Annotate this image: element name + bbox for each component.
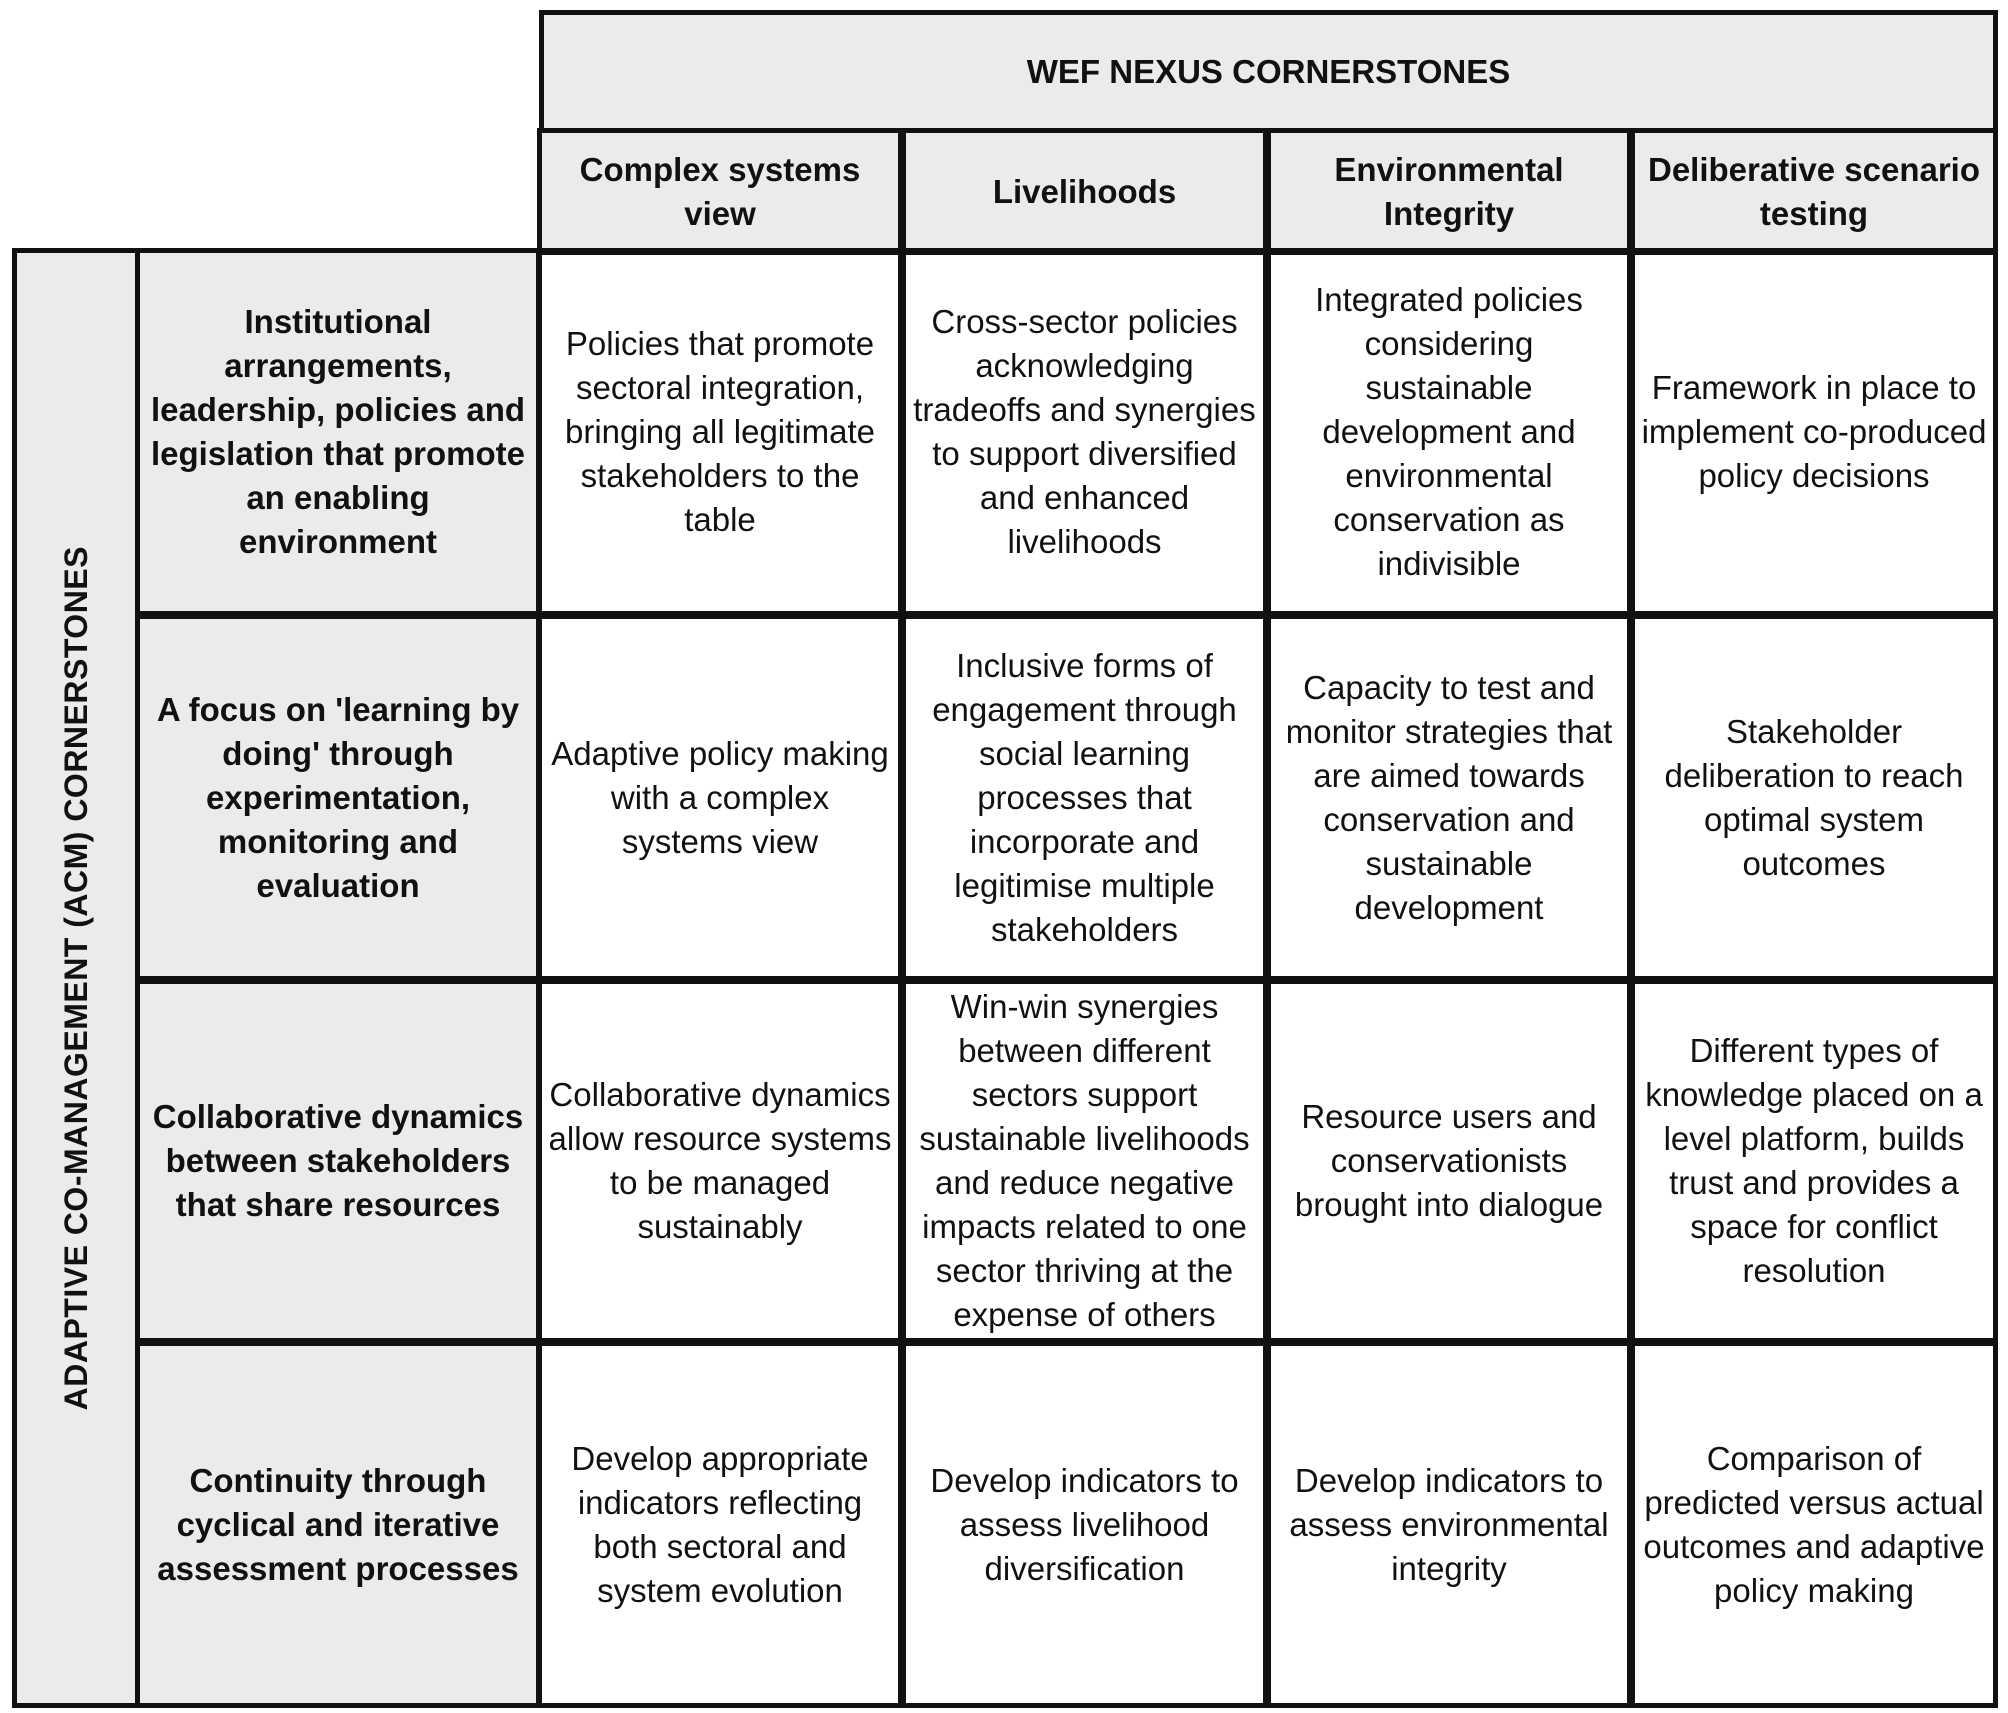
column-header <box>1266 128 1632 255</box>
matrix-cell-text: Cross-sector policies acknowledging tradeoffs and synergies to support diversified and enhanced livelihoods <box>913 303 1256 560</box>
matrix-cell <box>1266 614 1632 981</box>
column-header-text: Complex systems view <box>579 150 861 232</box>
wef-nexus-header-text: WEF NEXUS CORNERSTONES <box>1026 52 1511 90</box>
column-header <box>901 128 1268 255</box>
matrix-cell <box>537 979 903 1343</box>
matrix-cell <box>537 1341 903 1708</box>
matrix-cell-text: Capacity to test and monitor strategies that are aimed towards conservation and sustainable development <box>1285 668 1613 926</box>
acm-side-header-text: ADAPTIVE CO-MANAGEMENT (ACM) CORNERSTONES <box>57 545 94 1411</box>
matrix-cell-text: Resource users and conservationists brought into dialogue <box>1294 1098 1604 1223</box>
column-header <box>1630 128 1998 255</box>
matrix-cell-text: Different types of knowledge placed on a level platform, builds trust and provides a space for conflict resolution <box>1645 1032 1983 1289</box>
matrix-cell <box>537 248 903 616</box>
matrix-cell-text: Develop appropriate indicators reflecting both sectoral and system evolution <box>571 1439 869 1609</box>
matrix-cell <box>1630 248 1998 616</box>
acm-side-header <box>12 248 140 1708</box>
matrix-cell-text: Win-win synergies between different sectors support sustainable livelihoods and reduce negative impacts related to one sector thriving at the expense of others <box>919 988 1250 1333</box>
matrix-cell <box>537 614 903 981</box>
row-header <box>135 614 541 981</box>
matrix-cell-text: Adaptive policy making with a complex systems view <box>551 734 889 860</box>
matrix-cell-text: Develop indicators to assess livelihood diversification <box>930 1461 1239 1587</box>
matrix-cell-text: Integrated policies considering sustainable development and environmental conservation as indivisible <box>1315 281 1583 582</box>
matrix-cell <box>1630 979 1998 1343</box>
row-header <box>135 248 541 616</box>
matrix-cell <box>1266 979 1632 1343</box>
matrix-cell-text: Inclusive forms of engagement through social learning processes that incorporate and legitimise multiple stakeholders <box>932 646 1237 948</box>
row-header-text: Institutional arrangements, leadership, policies and legislation that promote an enabling environment <box>150 303 526 560</box>
matrix-cell <box>901 248 1268 616</box>
wef-nexus-header <box>539 10 1998 133</box>
matrix-cell-text: Policies that promote sectoral integration, bringing all legitimate stakeholders to the table <box>564 325 875 538</box>
matrix-cell <box>1266 1341 1632 1708</box>
matrix-cell-text: Develop indicators to assess environmental integrity <box>1289 1461 1609 1587</box>
matrix-cell-text: Collaborative dynamics allow resource systems to be managed sustainably <box>548 1076 892 1245</box>
column-header <box>537 128 903 255</box>
matrix-cell <box>1630 614 1998 981</box>
row-header <box>135 1341 541 1708</box>
row-header-text: Continuity through cyclical and iterative assessment processes <box>157 1461 519 1587</box>
column-header-text: Environmental Integrity <box>1334 150 1564 232</box>
column-header-text: Deliberative scenario testing <box>1648 150 1980 232</box>
matrix-cell <box>901 614 1268 981</box>
row-header-text: Collaborative dynamics between stakeholders that share resources <box>152 1098 524 1223</box>
row-header <box>135 979 541 1343</box>
row-header-text: A focus on 'learning by doing' through experimentation, monitoring and evaluation <box>156 690 520 904</box>
matrix-cell <box>901 979 1268 1343</box>
matrix-cell-text: Framework in place to implement co-produced policy decisions <box>1641 369 1987 494</box>
matrix-cell <box>901 1341 1268 1708</box>
matrix-cell-text: Comparison of predicted versus actual outcomes and adaptive policy making <box>1643 1439 1985 1609</box>
matrix-cell <box>1266 248 1632 616</box>
matrix-cell <box>1630 1341 1998 1708</box>
matrix-cell-text: Stakeholder deliberation to reach optimal system outcomes <box>1664 712 1964 882</box>
column-header-text: Livelihoods <box>992 172 1177 210</box>
